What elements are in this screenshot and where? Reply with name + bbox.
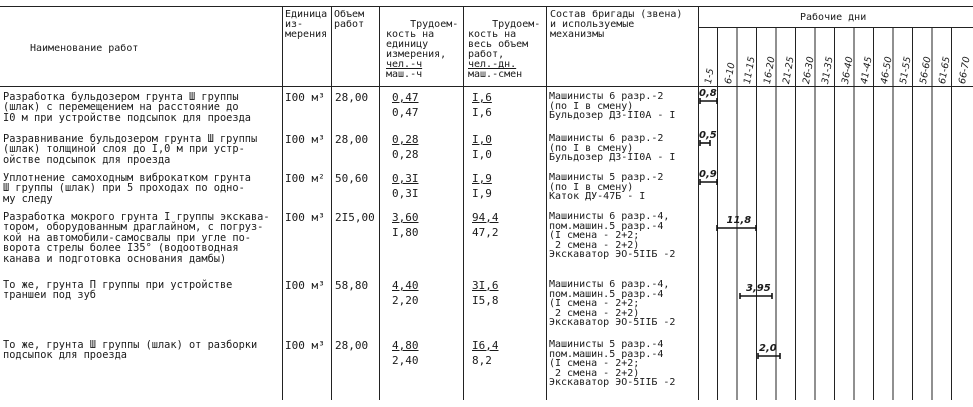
schedule-bar-label: 3,95 [746, 283, 771, 294]
crew-cell: Машинисты 6 разр.-2 (по I в смену) Бульдозер ДЗ-II0А - I [549, 91, 676, 122]
labor-unit-machine-cell: 0,3I [392, 187, 419, 200]
labor-total-machine-cell: I,6 [472, 106, 492, 119]
volume-cell: 58,80 [335, 279, 369, 292]
labor-unit-machine-cell: 0,47 [392, 106, 419, 119]
header-unit: Единица из- мерения [285, 9, 328, 40]
header-line: маш.-смен [468, 69, 523, 80]
header-line: Трудоем- [492, 19, 541, 30]
day-column-header: 46-50 [878, 55, 895, 85]
day-column-header: 66-70 [956, 55, 973, 85]
work-name-cell: То же, грунта П группы при устройстве траншеи под зуб [3, 279, 233, 302]
day-column-header: 16-20 [761, 55, 778, 85]
header-labor-total-text [468, 19, 540, 80]
schedule-bar-label: 0,5 [699, 130, 717, 141]
schedule-bar-label: 0,8 [699, 88, 717, 99]
volume-cell: 50,60 [335, 172, 369, 185]
labor-total-machine-cell: I5,8 [472, 294, 499, 307]
labor-total-worker-cell: 94,4 [472, 211, 499, 224]
header-line: единицу [386, 39, 429, 50]
work-name-cell: То же, грунта Ш группы (шлак) от разборки подсыпок для проезда [3, 339, 258, 362]
volume-cell: 28,00 [335, 339, 369, 352]
header-work-days: Рабочие дни [800, 12, 867, 23]
unit-cell: I00 м³ [285, 279, 325, 292]
header-labor-unit [386, 10, 458, 90]
header-volume: Объем работ [334, 9, 365, 30]
labor-unit-worker-cell: 0,3I [392, 172, 419, 185]
header-crew: Состав бригады (звена) и используемые механизмы [550, 9, 683, 40]
day-column-header: 6-10 [722, 61, 738, 85]
day-column-header: 61-65 [937, 55, 953, 85]
day-column-header: 36-40 [839, 55, 856, 85]
day-column-header: 56-60 [917, 55, 934, 85]
crew-cell: Машинисты 5 разр.-2 (по I в смену) Каток ДУ-47Б - I [549, 172, 664, 203]
labor-unit-worker-cell: 4,40 [392, 279, 419, 292]
header-line: работ, [468, 49, 505, 60]
day-column-header: 51-55 [898, 55, 914, 85]
header-line: кость на [386, 29, 435, 40]
labor-unit-machine-cell: I,80 [392, 226, 419, 239]
unit-cell: I00 м² [285, 172, 325, 185]
labor-unit-machine-cell: 2,40 [392, 354, 419, 367]
labor-unit-worker-cell: 4,80 [392, 339, 419, 352]
crew-cell: Машинисты 6 разр.-4, пом.машин.5 разр.-4 (I смена - 2+2; 2 смена - 2+2) Экскаватор ЭО-5IIБ -2 [549, 211, 676, 261]
labor-total-machine-cell: I,0 [472, 148, 492, 161]
unit-cell: I00 м³ [285, 211, 325, 224]
header-line: маш.-ч [386, 69, 423, 80]
header-work-name: Наименование работ [30, 43, 139, 54]
labor-total-machine-cell: 47,2 [472, 226, 499, 239]
day-column-header: 26-30 [800, 55, 817, 85]
schedule-bar-label: 2,0 [759, 343, 777, 354]
header-line: измерения, [386, 49, 447, 60]
work-name-cell: Уплотнение самоходным виброкатком грунта Ш группы (шлак) при 5 проходах по одно- му следу [3, 172, 251, 205]
labor-total-worker-cell: 3I,6 [472, 279, 499, 292]
labor-unit-machine-cell: 2,20 [392, 294, 419, 307]
work-name-cell: Разработка бульдозером грунта Ш группы (шлак) с перемещением на расстояние до I0 м при устройстве подсыпок для проезда [3, 91, 251, 124]
header-line: чел.-ч [386, 59, 423, 70]
day-column-header: 1-5 [703, 67, 717, 85]
unit-cell: I00 м³ [285, 91, 325, 104]
work-name-cell: Разработка мокрого грунта I группы экскава- тором, оборудованным драглайном, с погруз- кой на автомобили-самосвалы при угле по- ворота стрелы более I35° (водоотводная канава и подготовка основания дамбы) [3, 211, 270, 265]
labor-unit-worker-cell: 3,60 [392, 211, 419, 224]
schedule-bar-label: 0,9 [699, 169, 717, 180]
schedule-bar-label: 11,8 [726, 215, 752, 226]
labor-unit-worker-cell: 0,47 [392, 91, 419, 104]
day-column-header: 41-45 [859, 55, 875, 85]
labor-total-worker-cell: I6,4 [472, 339, 499, 352]
header-line: весь объем [468, 39, 529, 50]
unit-cell: I00 м³ [285, 339, 325, 352]
labor-total-worker-cell: I,6 [472, 91, 492, 104]
labor-total-worker-cell: I,0 [472, 133, 492, 146]
volume-cell: 28,00 [335, 133, 369, 146]
volume-cell: 2I5,00 [335, 211, 375, 224]
day-column-header: 11-15 [742, 55, 758, 85]
unit-cell: I00 м³ [285, 133, 325, 146]
work-name-cell: Разравнивание бульдозером грунта Ш группы (шлак) толщиной слоя до I,0 м при устр- ойстве подсыпок для проезда [3, 133, 258, 166]
crew-cell: Машинисты 6 разр.-4, пом.машин.5 разр.-4 (I смена - 2+2; 2 смена - 2+2) Экскаватор ЭО-5IIБ -2 [549, 279, 676, 329]
labor-total-worker-cell: I,9 [472, 172, 492, 185]
crew-cell: Машинисты 5 разр.-4 пом.машин.5 разр.-4 (I смена - 2+2; 2 смена - 2+2) Экскаватор ЭО-5IIБ -2 [549, 339, 676, 389]
day-column-header: 31-35 [820, 55, 836, 85]
day-column-header: 21-25 [781, 55, 797, 85]
crew-cell: Машинисты 6 разр.-2 (по I в смену) Бульдозер ДЗ-II0А - I [549, 133, 676, 164]
labor-total-machine-cell: I,9 [472, 187, 492, 200]
header-line: кость на [468, 29, 517, 40]
labor-total-machine-cell: 8,2 [472, 354, 492, 367]
labor-unit-machine-cell: 0,28 [392, 148, 419, 161]
labor-unit-worker-cell: 0,28 [392, 133, 419, 146]
header-labor-total [468, 10, 540, 90]
header-line: Трудоем- [410, 19, 459, 30]
header-labor-unit-text [386, 19, 458, 80]
header-line: чел.-дн. [468, 59, 517, 70]
volume-cell: 28,00 [335, 91, 369, 104]
